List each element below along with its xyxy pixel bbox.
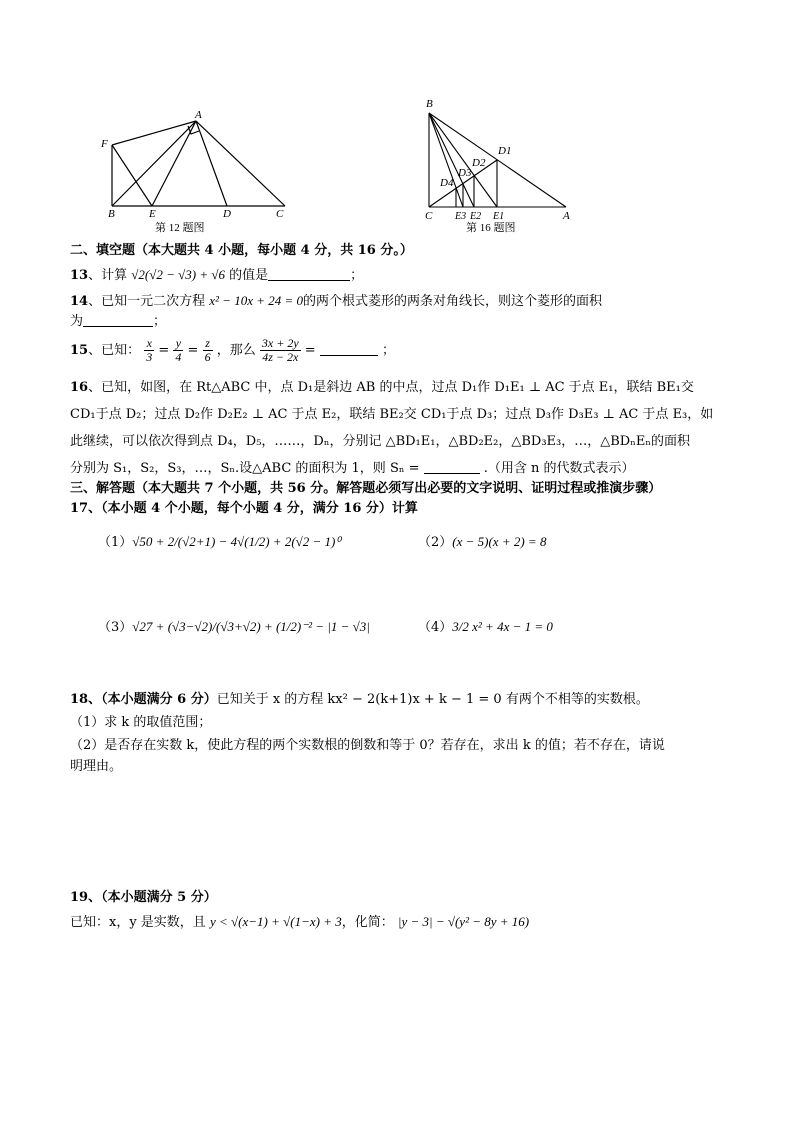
q15-frac-x3: $\frac{x}{3}$ (146, 336, 153, 364)
question-16-line4 (70, 459, 730, 479)
q17-p1-expression: √50 + 2/(√2+1) − 4√(1/2) + 2(√2 − 1)⁰ (132, 534, 341, 549)
q17-p1-label: （1） (98, 535, 133, 550)
fig16-label-E3: E3 (455, 211, 467, 222)
q16-line1-text: 、已知，如图，在 Rt△ABC 中，点 D₁是斜边 AB 的中点，过点 D₁作 D₁E₁ ⊥ AC 于点 E₁，联结 BE₁交 (88, 380, 694, 395)
question-17-heading: 17、（本小题 4 个小题，每个小题 4 分，满分 16 分）计算 (70, 501, 418, 516)
question-18-part1: （1）求 k 的取值范围； (70, 715, 212, 730)
q13-tail: ； (350, 268, 364, 283)
q17-part-3 (98, 617, 398, 638)
q14-text-b: 的两个根式菱形的两条对角线长，则这个菱形的面积 (303, 294, 603, 309)
question-18-part2: （2）是否存在实数 k，使此方程的两个实数根的倒数和等于 0？若存在，求出 k 的值；若不存在，请说 (70, 738, 665, 753)
q19-text-a: 已知：x，y 是实数，且 (70, 915, 206, 930)
question-19-heading: 19、（本小题满分 5 分） (70, 890, 217, 905)
fig12-label-E: E (149, 208, 156, 220)
fig16-label-E2: E2 (470, 211, 482, 222)
q14-equation: x² − 10x + 24 = 0 (209, 293, 304, 308)
fig16-label-D2: D2 (472, 157, 486, 169)
q16-line4-text-a: 分别为 S₁，S₂，S₃，…，Sₙ.设△ABC 的面积为 1，则 Sₙ = (70, 461, 420, 476)
q15-tail: ； (381, 343, 395, 358)
fig12-caption: 第 12 题图 (155, 222, 205, 234)
q14-text-a: 、已知一元二次方程 (88, 294, 206, 309)
q14-answer-blank[interactable] (83, 312, 153, 327)
question-13 (70, 265, 730, 286)
fig12-label-B: B (108, 208, 115, 220)
question-18-part2-cont: 明理由。 (70, 759, 123, 774)
fig16-label-E1: E1 (493, 211, 505, 222)
q14-number: 14 (70, 294, 89, 309)
question-16-line1 (70, 378, 730, 398)
q15-answer-blank[interactable] (320, 341, 378, 356)
fig12-label-A: A (195, 109, 202, 121)
q19-text-b: ，化简： (341, 915, 394, 930)
fig16-line-BE3 (429, 113, 463, 207)
figure-16 (420, 95, 585, 235)
q16-line4-text-b: .（用含 n 的代数式表示） (483, 461, 635, 476)
fig12-label-C: C (276, 208, 284, 220)
q15-text-a: 、已知： (88, 343, 141, 358)
q15-text-b: ，那么 (216, 343, 256, 358)
fig16-label-B: B (426, 98, 433, 110)
q15-frac-z6: $\frac{z}{6}$ (204, 336, 211, 364)
fig16-caption: 第 16 题图 (466, 222, 516, 234)
question-14-line2 (70, 312, 730, 332)
fig16-line-BE2 (429, 113, 474, 207)
q19-condition: y < √(x−1) + √(1−x) + 3 (209, 914, 342, 929)
question-19-body (70, 912, 730, 933)
q15-frac-y4: $\frac{y}{4}$ (175, 336, 182, 364)
fig12-label-F: F (101, 138, 108, 150)
question-15: 15、已知： $\frac{x}{3}$ = $\frac{y}{4}$ = $\frac{z}{6}$ ，那么 $\frac{3x + 2y}{4z - 2x}$ = ； (70, 336, 395, 364)
q14-line2-text: 为 (70, 314, 84, 329)
section-3-heading: 三、解答题（本大题共 7 个小题，共 56 分。解答题必须写出必要的文字说明、证明过程或推演步骤） (70, 481, 662, 496)
q13-expression: √2(√2 − √3) + √6 (131, 267, 225, 282)
fig12-line-AE (152, 121, 196, 206)
section-2-heading: 二、填空题（本大题共 4 小题，每小题 4 分，共 16 分。） (70, 243, 413, 258)
q13-text-b: 的值是 (229, 268, 269, 283)
fig16-label-C: C (425, 210, 433, 222)
q13-answer-blank[interactable] (268, 266, 350, 281)
fig16-label-D1: D1 (498, 145, 512, 157)
fig12-label-D: D (223, 208, 231, 220)
q13-text-a: 、计算 (88, 268, 128, 283)
q17-part-1 (98, 532, 398, 553)
fig12-line-AD (196, 121, 227, 206)
q17-part-2 (418, 532, 718, 553)
fig16-label-D3: D3 (458, 167, 472, 179)
q15-number: 15 (70, 343, 89, 358)
q18-heading-label: 18、（本小题满分 6 分） (70, 692, 217, 707)
q17-p2-expression: (x − 5)(x + 2) = 8 (452, 534, 547, 549)
q17-p3-label: （3） (98, 620, 133, 635)
question-16-line2: CD₁于点 D₂；过点 D₂作 D₂E₂ ⊥ AC 于点 E₂，联结 BE₂交 CD₁于点 D₃；过点 D₃作 D₃E₃ ⊥ AC 于点 E₃，如 (70, 407, 714, 422)
question-18-heading (70, 690, 730, 710)
question-16-line3: 此继续，可以依次得到点 D₄，D₅，……，Dₙ，分别记 △BD₁E₁，△BD₂E₂，△BD₃E₃，…，△BDₙEₙ的面积 (70, 434, 690, 449)
fig16-label-D4: D4 (440, 177, 454, 189)
q17-p3-expression: √27 + (√3−√2)/(√3+√2) + (1/2)⁻² − |1 − √3| (132, 619, 370, 634)
q17-p4-label: （4） (418, 620, 453, 635)
q17-p4-expression: 3/2 x² + 4x − 1 = 0 (452, 619, 553, 634)
q14-tail: ； (153, 314, 167, 329)
q16-answer-blank[interactable] (424, 459, 480, 474)
q18-statement: 已知关于 x 的方程 kx² − 2(k+1)x + k − 1 = 0 有两个不相等的实数根。 (216, 692, 649, 707)
fig12-line-AC (196, 121, 285, 206)
q16-number: 16 (70, 380, 89, 395)
figure-12 (95, 105, 305, 235)
question-14 (70, 291, 730, 312)
q13-number: 13 (70, 268, 89, 283)
q17-p2-label: （2） (418, 535, 453, 550)
q15-ratio-expression: $\frac{3x + 2y}{4z - 2x}$ (261, 336, 299, 364)
q17-part-4 (418, 617, 718, 638)
fig16-label-A: A (563, 210, 570, 222)
fig12-line-FE (112, 145, 152, 206)
q19-expression: |y − 3| − √(y² − 8y + 16) (397, 914, 530, 929)
